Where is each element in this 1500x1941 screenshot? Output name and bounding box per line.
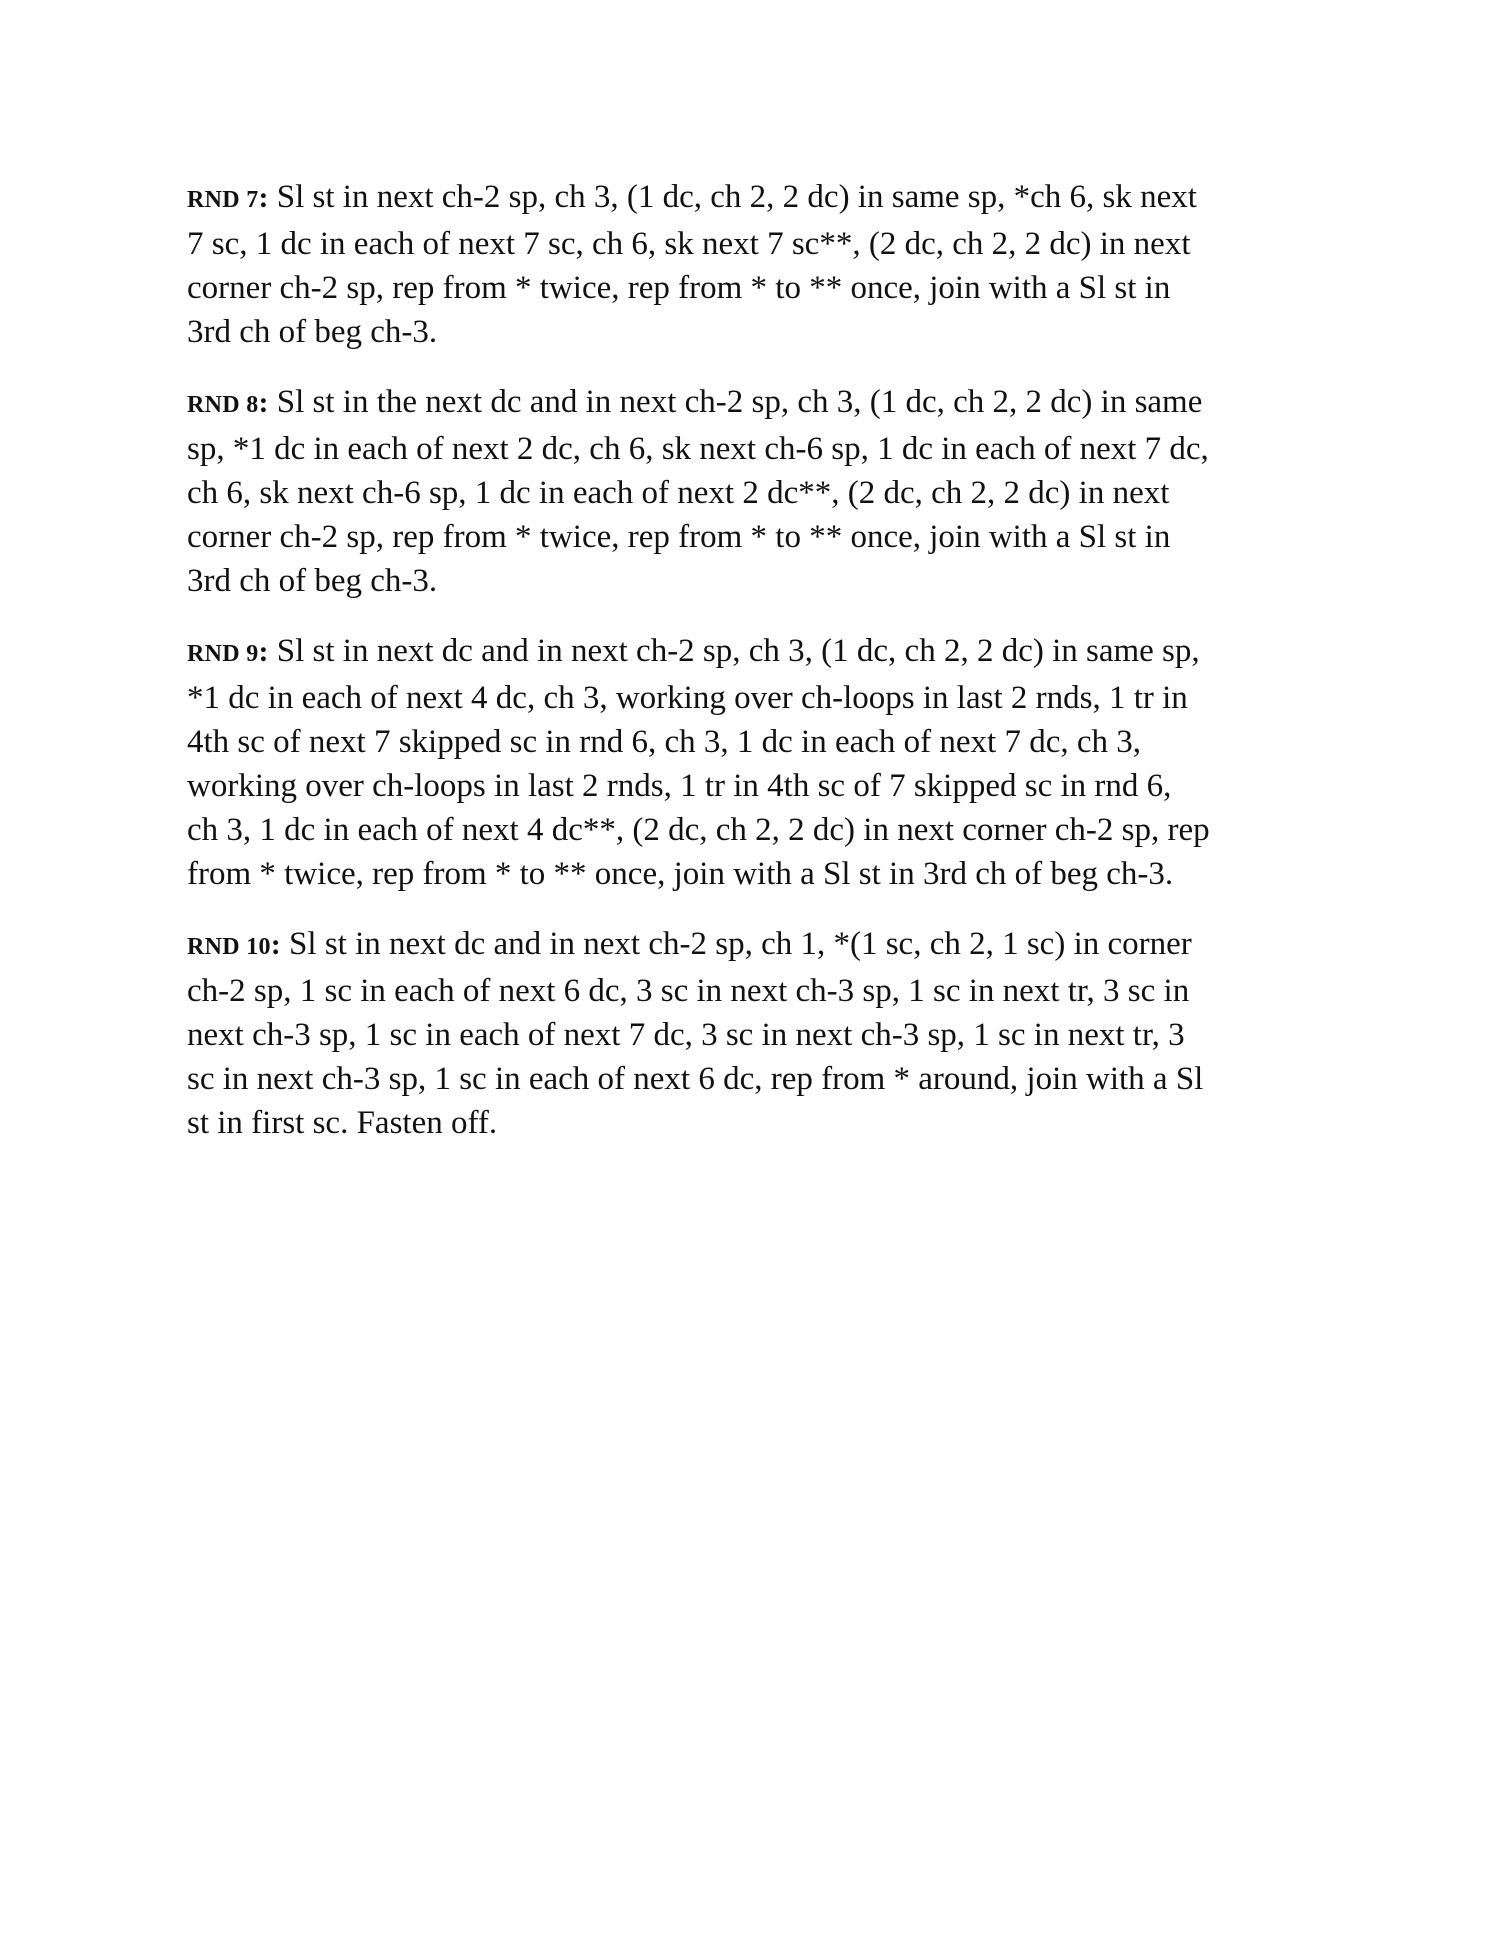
round-9-line-4: working over ch-loops in last 2 rnds, 1 tr in 4th sc of 7 skipped sc in rnd 6, — [187, 768, 1172, 804]
pattern-instructions — [187, 175, 1312, 1171]
round-8-paragraph — [187, 380, 1312, 603]
round-9-label: RND 9 — [187, 641, 259, 667]
round-10-line-5: st in first sc. Fasten off. — [187, 1105, 498, 1141]
round-9-paragraph — [187, 629, 1312, 896]
round-8-line-2: sp, *1 dc in each of next 2 dc, ch 6, sk next ch-6 sp, 1 dc in each of next 7 dc, — [187, 431, 1209, 467]
round-7-line-2: 7 sc, 1 dc in each of next 7 sc, ch 6, sk next 7 sc**, (2 dc, ch 2, 2 dc) in next — [187, 226, 1191, 262]
round-7-line-4: 3rd ch of beg ch-3. — [187, 314, 438, 350]
round-10-paragraph — [187, 922, 1312, 1145]
label-colon: : — [258, 635, 269, 668]
round-9-line-6: from * twice, rep from * to ** once, join with a Sl st in 3rd ch of beg ch-3. — [187, 856, 1174, 892]
round-10-line-3: next ch-3 sp, 1 sc in each of next 7 dc, 3 sc in next ch-3 sp, 1 sc in next tr, 3 — [187, 1017, 1185, 1053]
round-7-label: RND 7 — [187, 187, 259, 213]
round-10-line-1 — [187, 922, 1312, 969]
round-8-line-4: corner ch-2 sp, rep from * twice, rep from * to ** once, join with a Sl st in — [187, 519, 1171, 555]
round-8-label: RND 8 — [187, 392, 259, 418]
round-8-text-1: Sl st in the next dc and in next ch-2 sp, ch 3, (1 dc, ch 2, 2 dc) in same — [276, 384, 1203, 420]
round-7-text-1: Sl st in next ch-2 sp, ch 3, (1 dc, ch 2, 2 dc) in same sp, *ch 6, sk next — [276, 179, 1197, 215]
label-colon: : — [258, 386, 269, 419]
round-10-line-2: ch-2 sp, 1 sc in each of next 6 dc, 3 sc in next ch-3 sp, 1 sc in next tr, 3 sc in — [187, 973, 1190, 1009]
round-9-text-1: Sl st in next dc and in next ch-2 sp, ch 3, (1 dc, ch 2, 2 dc) in same sp, — [276, 633, 1200, 669]
round-8-line-5: 3rd ch of beg ch-3. — [187, 563, 438, 599]
round-8-line-1 — [187, 380, 1312, 427]
round-7-line-1 — [187, 175, 1312, 222]
round-7-line-3: corner ch-2 sp, rep from * twice, rep from * to ** once, join with a Sl st in — [187, 270, 1171, 306]
label-colon: : — [270, 928, 281, 961]
round-9-line-3: 4th sc of next 7 skipped sc in rnd 6, ch 3, 1 dc in each of next 7 dc, ch 3, — [187, 724, 1142, 760]
round-8-line-3: ch 6, sk next ch-6 sp, 1 dc in each of next 2 dc**, (2 dc, ch 2, 2 dc) in next — [187, 475, 1170, 511]
round-10-line-4: sc in next ch-3 sp, 1 sc in each of next 6 dc, rep from * around, join with a Sl — [187, 1061, 1204, 1097]
round-10-label: RND 10 — [187, 934, 271, 960]
round-9-line-1 — [187, 629, 1312, 676]
round-9-line-2: *1 dc in each of next 4 dc, ch 3, working over ch-loops in last 2 rnds, 1 tr in — [187, 680, 1188, 716]
round-9-line-5: ch 3, 1 dc in each of next 4 dc**, (2 dc, ch 2, 2 dc) in next corner ch-2 sp, rep — [187, 812, 1210, 848]
round-7-paragraph — [187, 175, 1312, 354]
round-10-text-1: Sl st in next dc and in next ch-2 sp, ch 1, *(1 sc, ch 2, 1 sc) in corner — [289, 926, 1192, 962]
label-colon: : — [258, 181, 269, 214]
